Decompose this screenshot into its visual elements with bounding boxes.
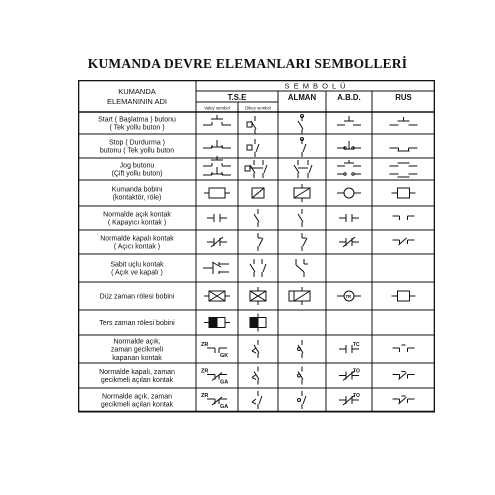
symbol-label: TC (353, 342, 360, 348)
element-name: Stop ( Durdurma ) (108, 139, 166, 147)
header-standard: T.S.E (227, 93, 247, 102)
element-name: (kontaktör, röle) (112, 194, 162, 202)
symbol-label: GA (220, 379, 229, 386)
symbol-rect (247, 145, 252, 150)
symbol-circle (298, 399, 301, 402)
symbol-stroke (252, 375, 256, 378)
element-name: (Çift yollu buton) (111, 170, 163, 178)
symbol-stroke (252, 399, 256, 402)
symbol-label: TO (353, 393, 360, 399)
header-name-line: ELEMANININ ADI (106, 97, 168, 106)
symbol-rect (398, 188, 410, 198)
symbol-rect (245, 166, 250, 171)
table-header (107, 82, 412, 111)
element-name: Kumanda bobini (111, 186, 163, 194)
symbol-label: GK (220, 353, 229, 359)
symbol-circle (344, 188, 354, 198)
element-name: Normalde kapalı kontak (100, 235, 174, 243)
symbol-stroke (256, 144, 259, 152)
symbol-stroke (263, 264, 266, 272)
element-name: gecikmeli açılan kontak (100, 377, 174, 385)
page-title: KUMANDA DEVRE ELEMANLARI SEMBOLLERİ (87, 56, 408, 71)
symbol-circle (298, 348, 301, 351)
symbol-stroke (252, 348, 256, 351)
symbol-rect (250, 318, 258, 328)
symbol-stroke (252, 378, 256, 380)
element-name: zaman gecikmeli (110, 346, 164, 354)
header-tse-sub: Valey sembol (204, 105, 230, 111)
element-name: Ters zaman rölesi bobini (99, 320, 175, 328)
symbol-stroke (303, 144, 306, 152)
symbol-stroke (252, 351, 256, 353)
symbol-table (78, 80, 435, 420)
symbol-circle (352, 173, 354, 175)
element-name: Jog butonu (119, 162, 155, 170)
header-standard: A.B.D. (337, 93, 361, 102)
symbol-rect (398, 291, 410, 301)
symbol-circle (344, 173, 346, 175)
element-name: Normalde açık, (113, 338, 161, 346)
symbol-stroke (254, 214, 259, 222)
element-name: kapanan kontak (112, 354, 162, 362)
symbol-cells (201, 115, 418, 411)
symbol-stroke (252, 188, 264, 198)
element-name: Sabit uçlu kontak (110, 261, 164, 269)
element-name: butonu ( Tek yollu buton (99, 147, 175, 155)
symbol-stroke (309, 165, 312, 173)
header-standard: ALMAN (287, 93, 317, 102)
symbol-rect (209, 188, 225, 198)
symbol-label: ZR (201, 342, 209, 348)
symbol-label: GA (220, 404, 229, 410)
header-symbol-group: S E M B O L Ü (284, 81, 347, 91)
symbol-stroke (294, 291, 310, 301)
symbol-stroke (294, 188, 310, 198)
element-name: Düz zaman rölesi bobini (99, 293, 175, 301)
element-name: gecikmeli açılan kontak (100, 401, 174, 409)
element-name: Normalde açık kontak (103, 211, 171, 219)
symbol-stroke (298, 214, 303, 222)
symbol-stroke (259, 238, 263, 246)
element-name: ( Kapayıcı kontak ) (107, 219, 167, 227)
element-name: Normalde kapalı, zaman (99, 369, 175, 376)
symbol-stroke (294, 165, 299, 173)
symbol-label: ZR (201, 368, 209, 375)
symbol-circle (298, 374, 301, 377)
symbol-stroke (296, 265, 304, 272)
symbol-label: TO (353, 368, 360, 375)
symbol-rect (289, 291, 294, 301)
header-name-line: KUMANDA (118, 87, 156, 96)
header-tse-sub: Dikey sembol (245, 105, 271, 111)
symbol-label: ZR (201, 393, 209, 399)
element-name: ( Tek yollu buton ) (109, 124, 165, 132)
symbol-stroke (259, 396, 262, 404)
element-name: ( Açıcı kontak ) (113, 243, 161, 251)
element-name: Normalde açık, zaman (101, 393, 173, 401)
symbol-label: TR (345, 293, 352, 299)
element-name: ( Açık ve kapalı ) (111, 269, 163, 277)
symbol-stroke (303, 238, 307, 246)
element-name: Start ( Başlatma ) butonu (98, 116, 176, 124)
symbol-stroke (298, 121, 303, 129)
symbol-stroke (252, 402, 256, 404)
symbol-stroke (303, 396, 306, 404)
symbol-stroke (250, 165, 255, 173)
symbol-stroke (264, 165, 267, 173)
element-names (98, 117, 176, 409)
symbol-rect (247, 122, 252, 127)
symbol-rect (209, 318, 217, 328)
symbol-stroke (250, 264, 255, 272)
header-standard: RUS (395, 93, 412, 102)
